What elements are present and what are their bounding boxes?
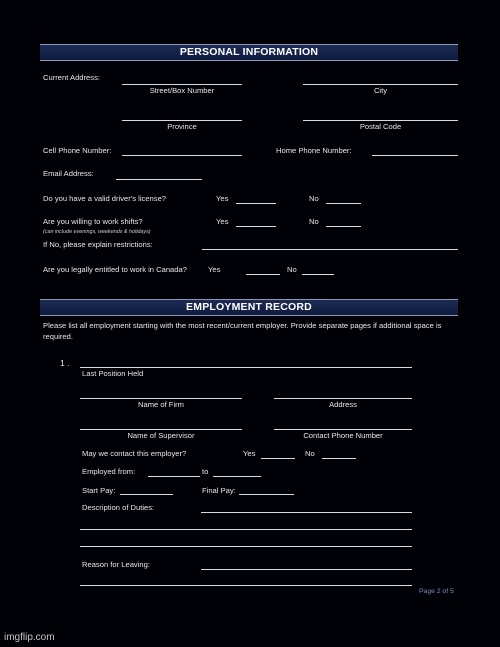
duties-input-line-3[interactable] [80, 546, 412, 547]
watermark: imgflip.com [4, 632, 55, 643]
duties-input-line-1[interactable] [201, 512, 412, 513]
contact-phone-input-line[interactable] [274, 429, 412, 430]
province-label: Province [167, 122, 197, 131]
duties-input-line-2[interactable] [80, 529, 412, 530]
reason-input-line-2[interactable] [80, 585, 412, 586]
contact-yes-input-line[interactable] [261, 458, 295, 459]
email-input-line[interactable] [116, 179, 202, 180]
license-question: Do you have a valid driver's license? [43, 194, 167, 203]
contact-phone-label: Contact Phone Number [303, 431, 383, 440]
shifts-question: Are you willing to work shifts? [43, 217, 143, 226]
duties-label: Description of Duties: [82, 503, 155, 512]
employed-to-label: to [202, 467, 209, 476]
final-pay-input-line[interactable] [239, 494, 294, 495]
page-number: Page 2 of 5 [419, 588, 454, 595]
entitled-question: Are you legally entitled to work in Canada? [43, 265, 187, 274]
firm-label: Name of Firm [138, 400, 184, 409]
license-no-input-line[interactable] [326, 203, 361, 204]
postal-code-input-line[interactable] [303, 120, 458, 121]
shifts-note: (can include evenings, weekends & holidays) [43, 229, 151, 235]
start-pay-label: Start Pay: [82, 486, 116, 495]
address-input-line[interactable] [274, 398, 412, 399]
final-pay-label: Final Pay: [202, 486, 236, 495]
entitled-no-label: No [287, 265, 297, 274]
street-input-line[interactable] [122, 84, 242, 85]
home-phone-label: Home Phone Number: [276, 146, 352, 155]
firm-input-line[interactable] [80, 398, 242, 399]
position-input-line[interactable] [80, 367, 412, 368]
entitled-yes-label: Yes [208, 265, 221, 274]
contact-no-input-line[interactable] [322, 458, 356, 459]
email-label: Email Address: [43, 169, 94, 178]
start-pay-input-line[interactable] [120, 494, 173, 495]
current-address-label: Current Address: [43, 73, 100, 82]
license-yes-label: Yes [216, 194, 229, 203]
contact-employer-question: May we contact this employer? [82, 449, 187, 458]
shifts-yes-input-line[interactable] [236, 226, 276, 227]
supervisor-input-line[interactable] [80, 429, 242, 430]
home-phone-input-line[interactable] [372, 155, 458, 156]
employment-instructions: Please list all employment starting with the most recent/current employer. Provide separate pages if additional space is required. [43, 321, 442, 341]
province-input-line[interactable] [122, 120, 242, 121]
shifts-no-label: No [309, 217, 319, 226]
license-yes-input-line[interactable] [236, 203, 276, 204]
shifts-yes-label: Yes [216, 217, 229, 226]
contact-no-label: No [305, 449, 315, 458]
cell-phone-input-line[interactable] [122, 155, 242, 156]
entry-number: 1 . [60, 358, 70, 368]
reason-label: Reason for Leaving: [82, 560, 150, 569]
employed-from-label: Employed from: [82, 467, 136, 476]
city-label: City [373, 86, 388, 95]
employed-to-input-line[interactable] [213, 476, 261, 477]
position-label: Last Position Held [82, 369, 144, 378]
supervisor-label: Name of Supervisor [127, 431, 195, 440]
cell-phone-label: Cell Phone Number: [43, 146, 112, 155]
license-no-label: No [309, 194, 319, 203]
city-input-line[interactable] [303, 84, 458, 85]
entitled-yes-input-line[interactable] [246, 274, 280, 275]
reason-input-line-1[interactable] [201, 569, 412, 570]
restrictions-input-line[interactable] [202, 249, 458, 250]
shifts-no-input-line[interactable] [326, 226, 361, 227]
contact-yes-label: Yes [243, 449, 256, 458]
restrictions-label: If No, please explain restrictions: [43, 240, 153, 249]
address-label: Address [329, 400, 357, 409]
street-label: Street/Box Number [149, 86, 215, 95]
personal-information-header: PERSONAL INFORMATION [40, 44, 458, 61]
employed-from-input-line[interactable] [148, 476, 200, 477]
entitled-no-input-line[interactable] [302, 274, 334, 275]
postal-code-label: Postal Code [359, 122, 402, 131]
employment-record-header: EMPLOYMENT RECORD [40, 299, 458, 316]
